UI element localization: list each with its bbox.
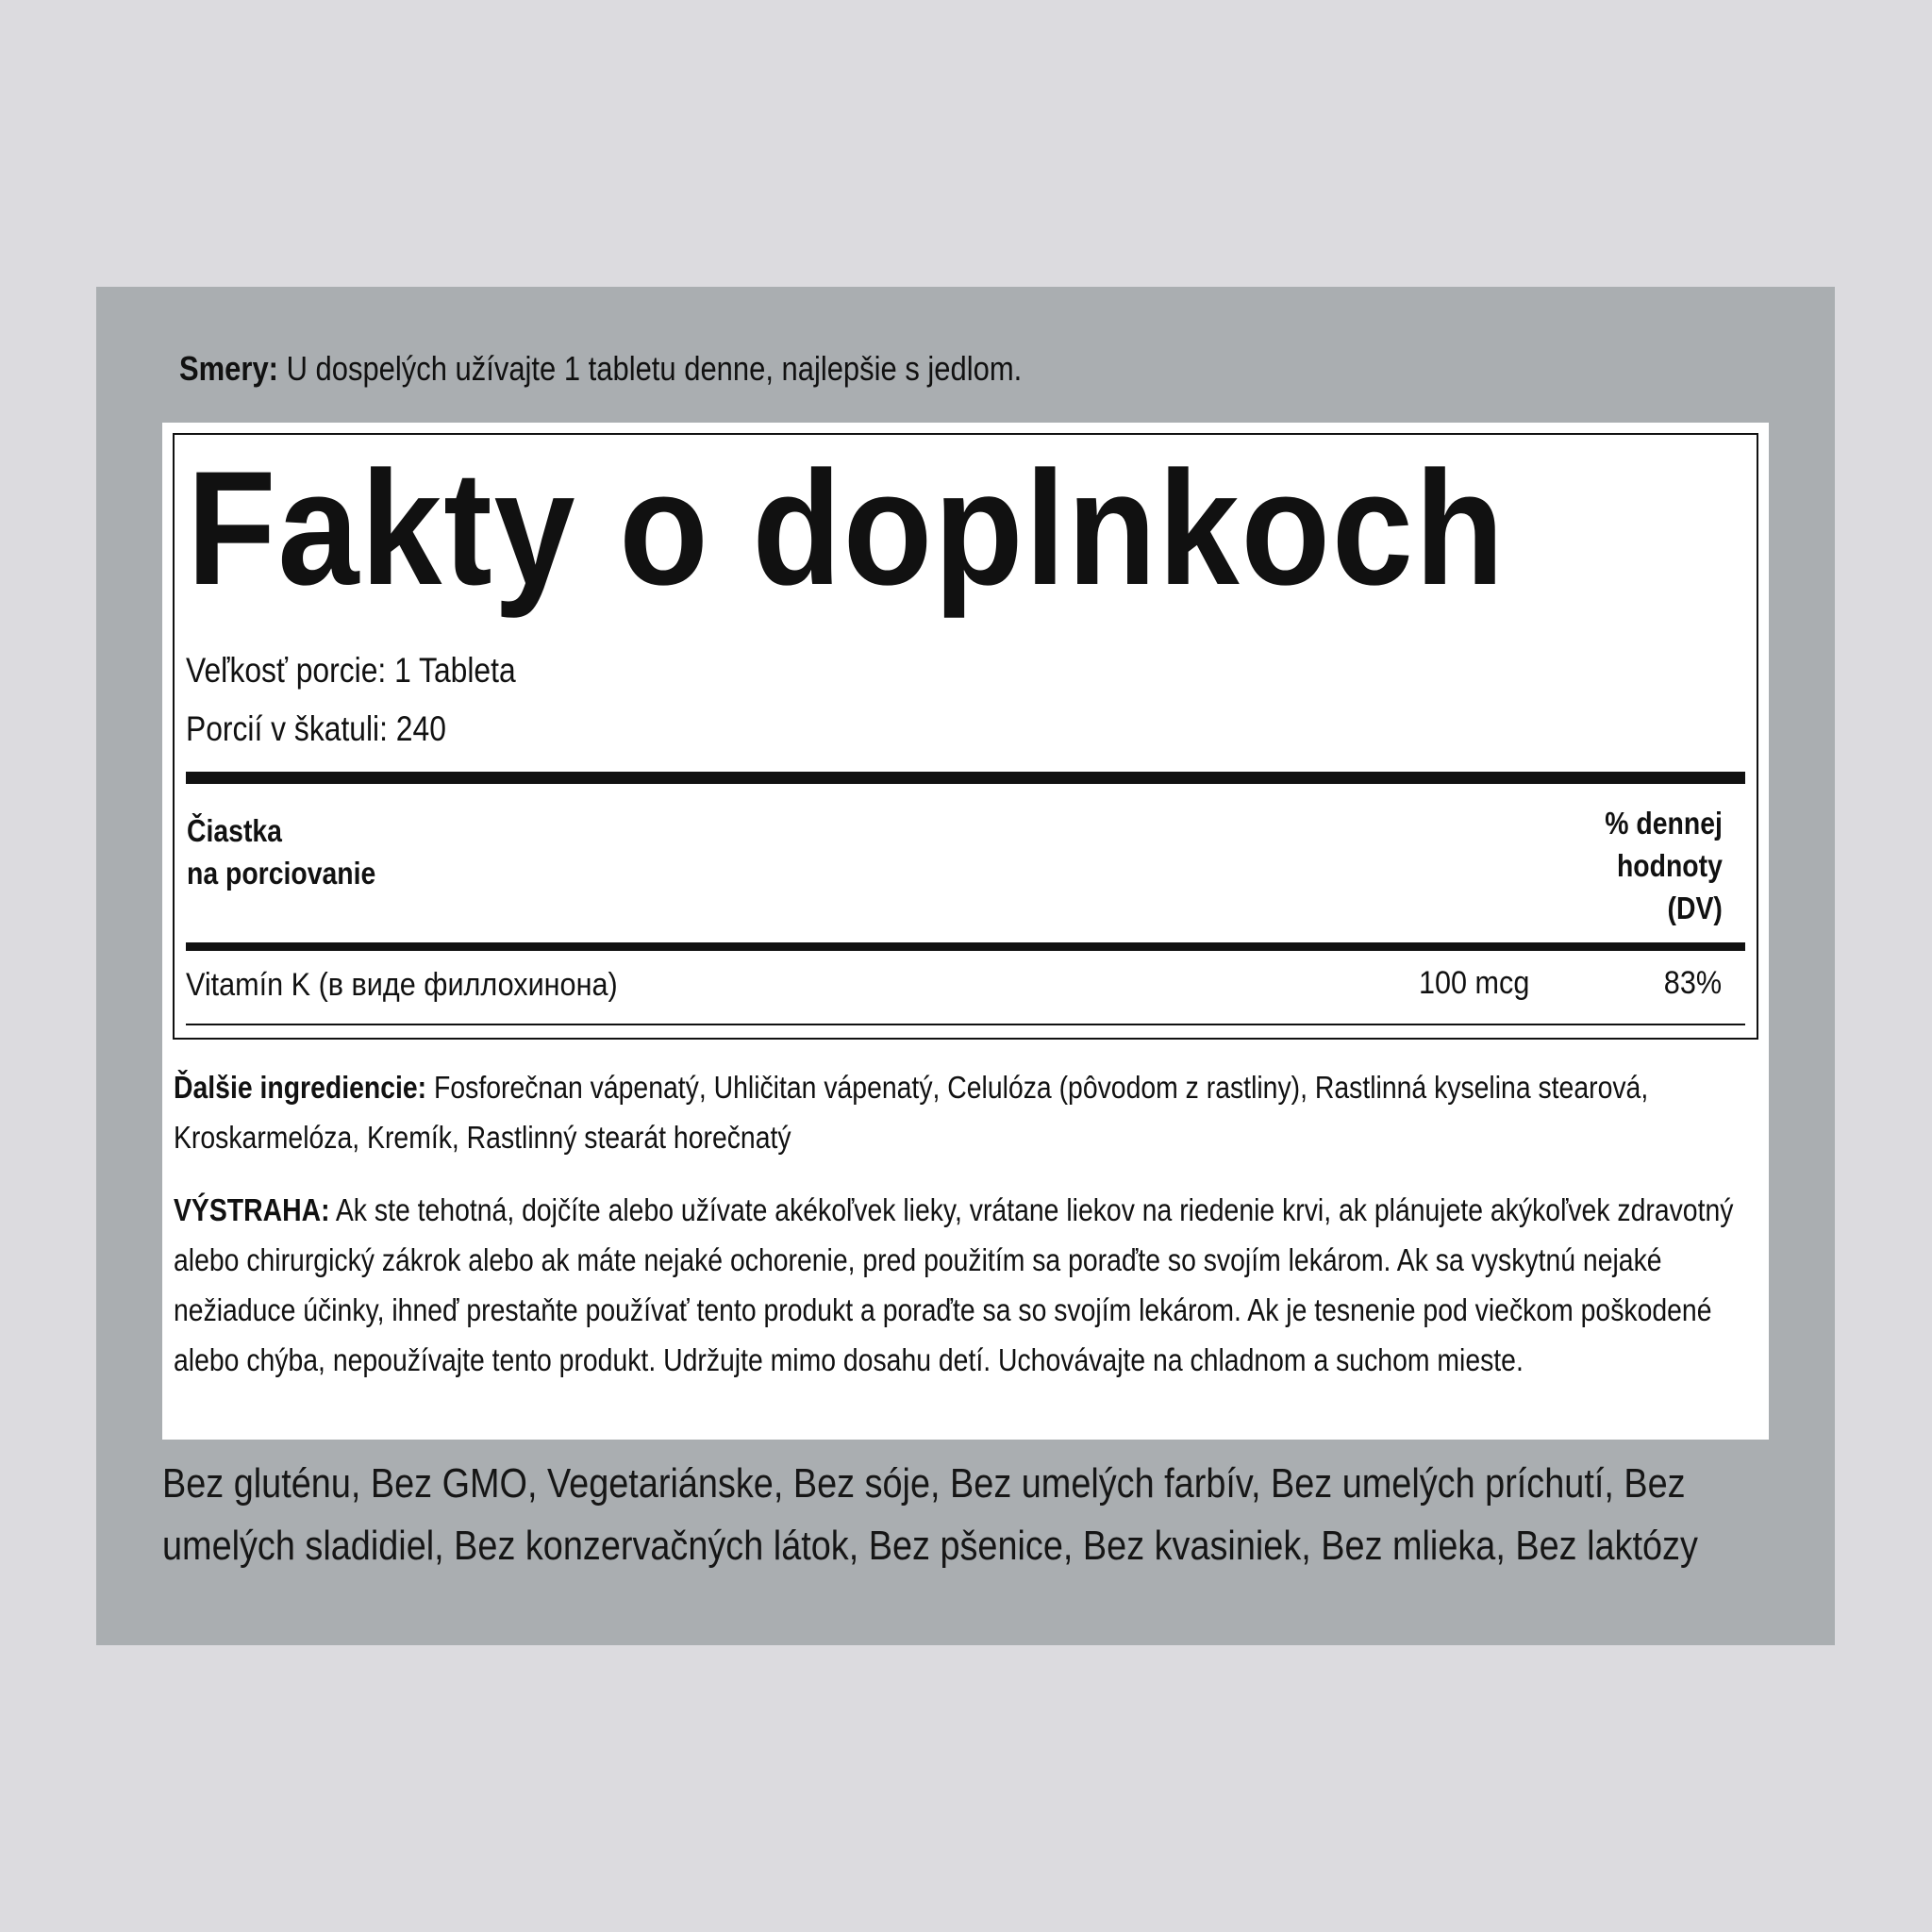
- nutrient-name: Vitamín K (в виде филлохинона): [186, 967, 618, 1003]
- nutrient-dv: 83%: [1663, 965, 1722, 1001]
- directions-text: U dospelých užívajte 1 tabletu denne, najlepšie s jedlom.: [277, 349, 1023, 388]
- facts-title: Fakty o doplnkoch: [187, 438, 1507, 619]
- warning-text: Ak ste tehotná, dojčíte alebo užívate akékoľvek lieky, vrátane liekov na riedenie krvi, ak plánujete akýkoľvek zdravotný alebo chirurgický zákrok alebo ak máte nejaké ochorenie, pred použitím sa poraďte so svojím lekárom. Ak sa vyskytnú nejaké nežiaduce účinky, ihneď prestaňte používať tento produkt a poraďte sa so svojím lekárom. Ak je tesnenie pod viečkom poškodené alebo chýba, nepoužívajte tento produkt. Udržujte mimo dosahu detí. Uchovávajte na chladnom a suchom mieste.: [174, 1192, 1734, 1377]
- amount-header-line-1: Čiastka: [187, 813, 282, 848]
- ingredients-text: Fosforečnan vápenatý, Uhličitan vápenatý, Celulóza (pôvodom z rastliny), Rastlinná kyselina stearová, Kroskarmelóza, Kremík, Rastlinný stearát horečnatý: [174, 1070, 1649, 1155]
- warning-label: VÝSTRAHA:: [174, 1192, 330, 1227]
- amount-header-line-2: na porciovanie: [187, 856, 376, 891]
- thin-divider: [186, 1024, 1745, 1025]
- free-from-list: Bez gluténu, Bez GMO, Vegetariánske, Bez sóje, Bez umelých farbív, Bez umelých príchutí, Bez umelých sladidiel, Bez konzervačných látok, Bez pšenice, Bez kvasiniek, Bez mlieka, Bez laktózy: [162, 1460, 1698, 1569]
- dv-header-line-3: (DV): [1667, 891, 1723, 925]
- amount-column-header: [187, 809, 375, 894]
- medium-divider: [186, 942, 1745, 951]
- warning-paragraph: [174, 1185, 1784, 1385]
- servings-per-container: Porcií v škatuli: 240: [186, 709, 446, 748]
- ingredients-label: Ďalšie ingrediencie:: [174, 1070, 427, 1105]
- dv-header-line-2: hodnoty: [1617, 848, 1723, 883]
- serving-size: Veľkosť porcie: 1 Tableta: [186, 651, 516, 690]
- dv-column-header: [1605, 802, 1723, 929]
- nutrient-amount: 100 mcg: [1419, 965, 1530, 1001]
- thick-divider: [186, 772, 1745, 784]
- directions-label: Smery:: [179, 349, 278, 388]
- other-ingredients: [174, 1062, 1784, 1162]
- directions-line: [179, 349, 1022, 389]
- dv-header-line-1: % dennej: [1605, 806, 1723, 841]
